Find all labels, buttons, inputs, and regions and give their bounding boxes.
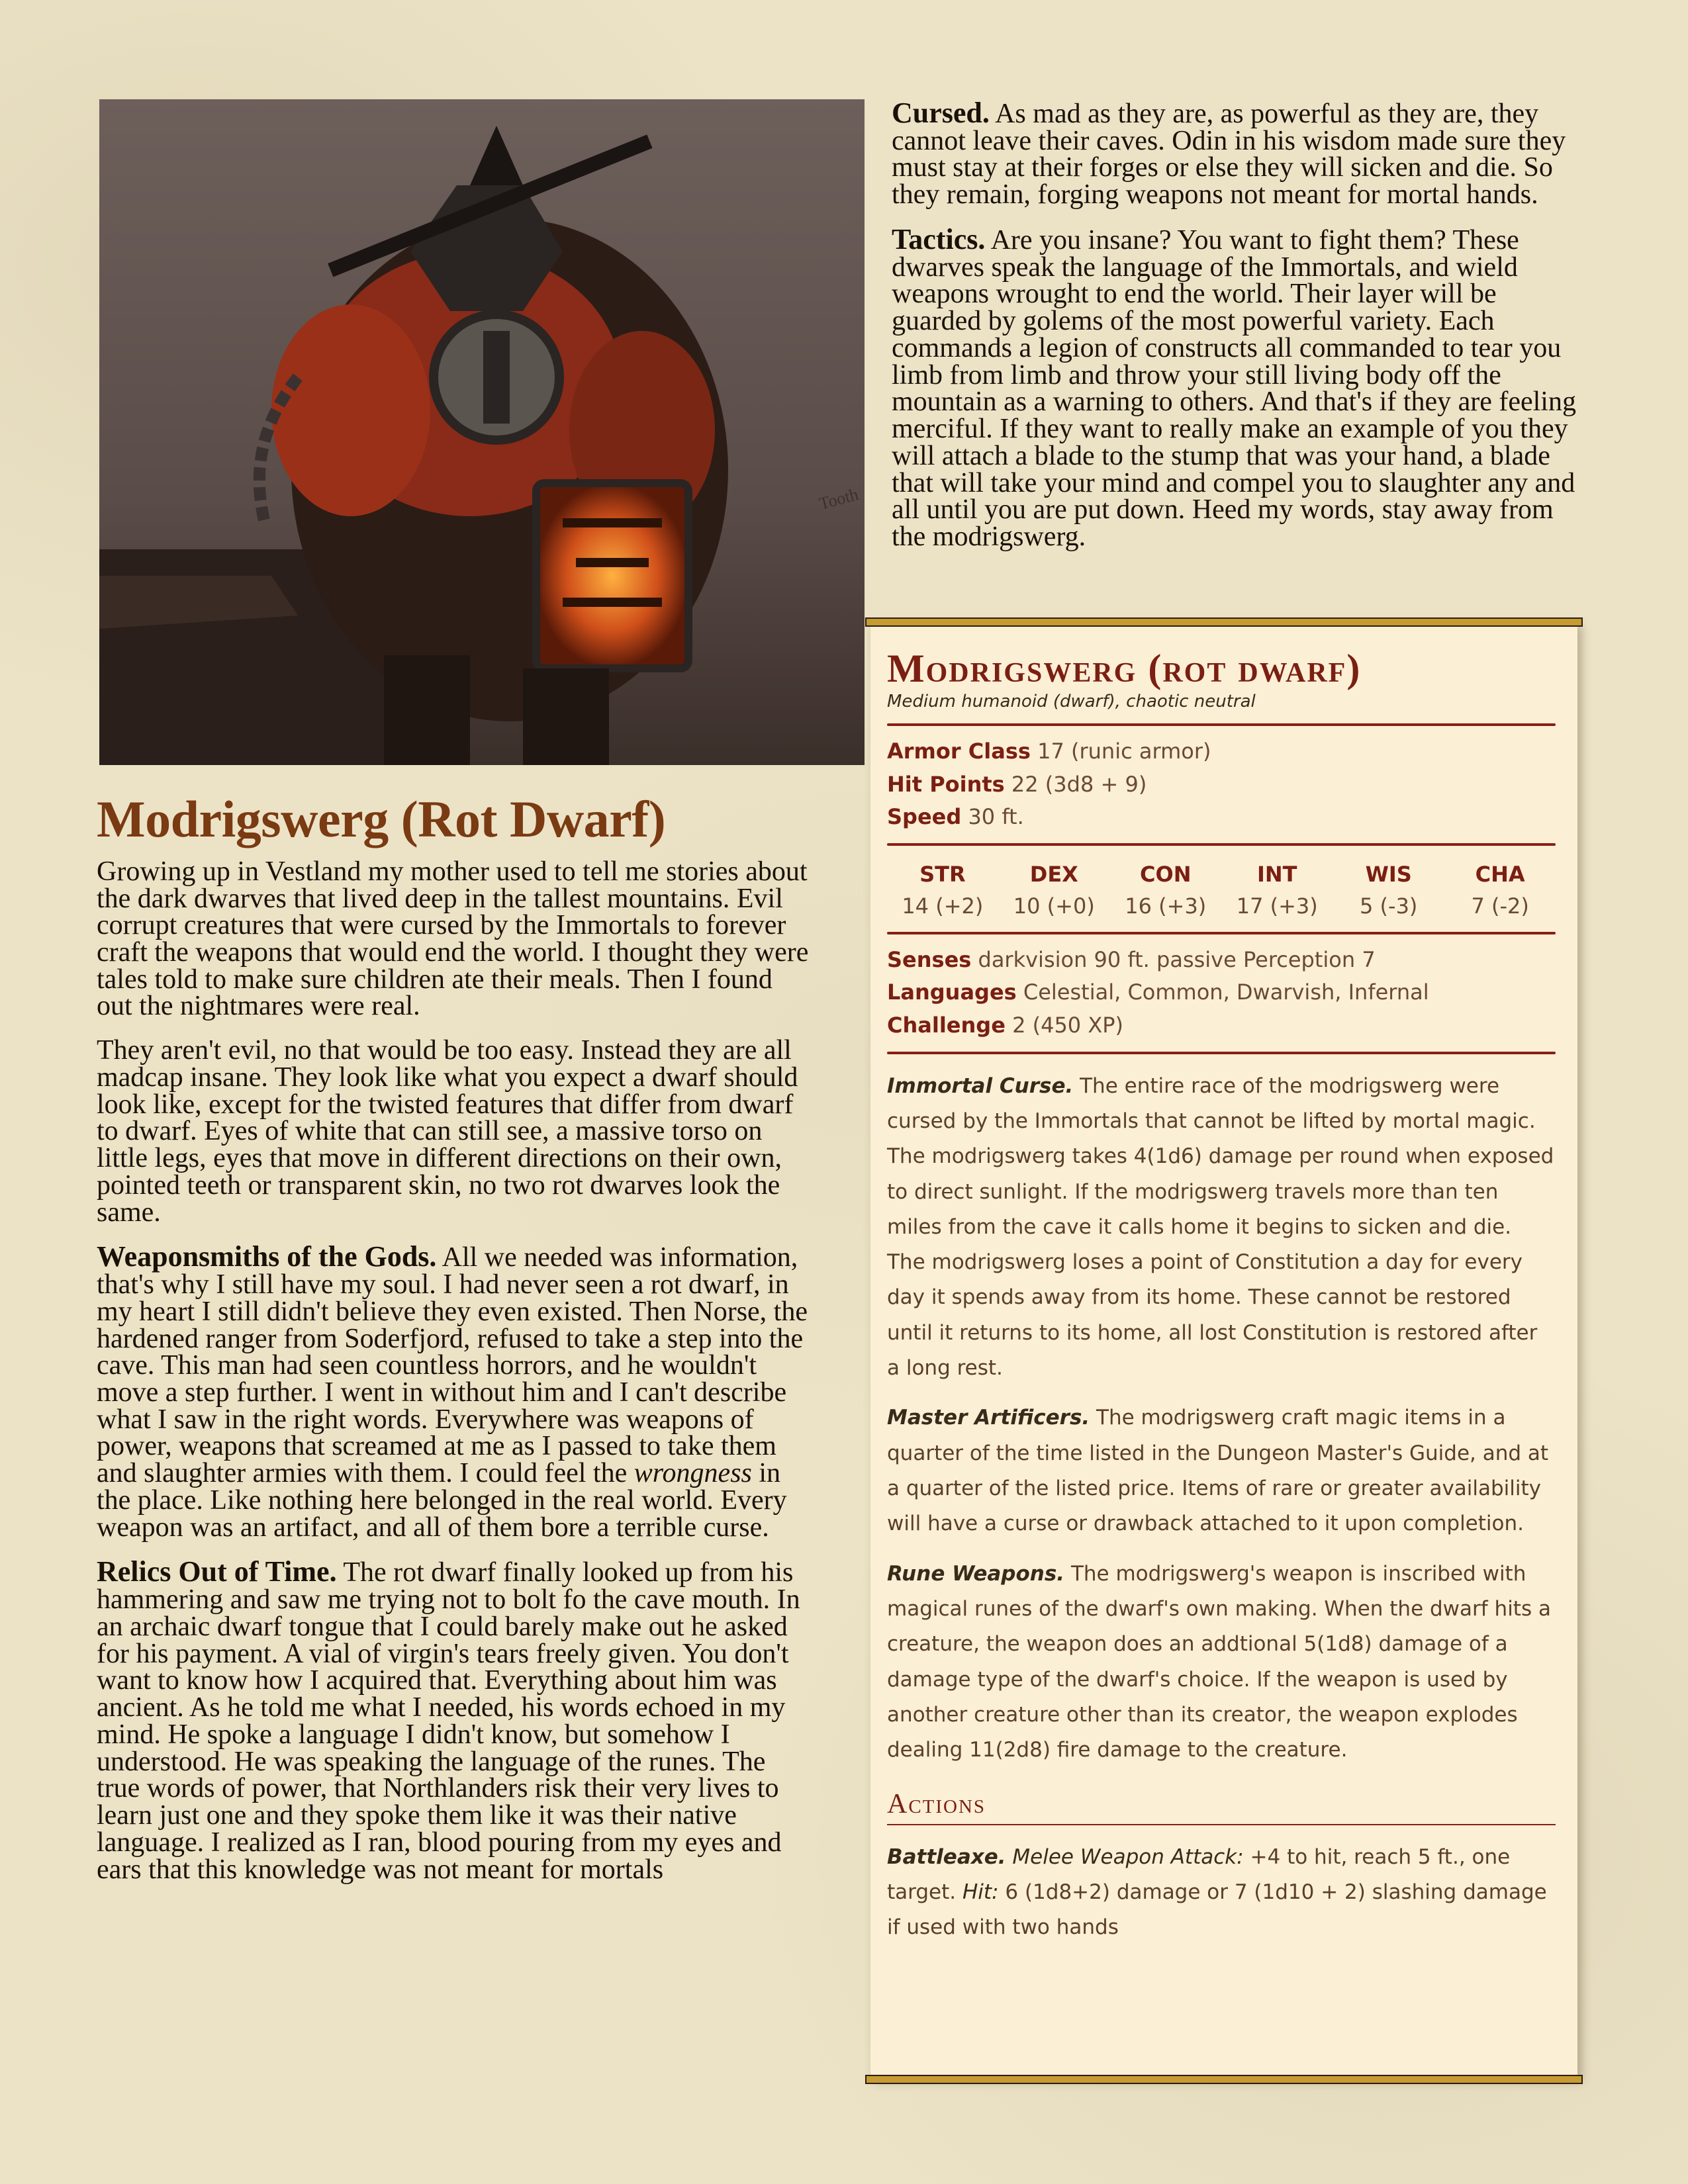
trait-name: Rune Weapons. <box>887 1561 1065 1586</box>
action-text-1: +4 to hit, reach 5 ft., one target. <box>887 1844 1511 1904</box>
paragraph-intro: Growing up in Vestland my mother used to tell me stories about the dark dwarves that lived deep in the tallest mountains. Evil corrupt creatures that were cursed by the Immortals to forever craft the weapons that would end the world. I thought they were tales told to make sure children ate their meals. Then I found out the nightmares were real. <box>97 856 809 1022</box>
paragraph-tactics <box>892 222 1590 553</box>
challenge-value: 2 (450 XP) <box>1012 1012 1124 1038</box>
challenge-label: Challenge <box>887 1012 1006 1038</box>
languages-label: Languages <box>887 979 1017 1005</box>
ability-score: 17 (+3) <box>1236 893 1318 919</box>
heading-tactics: Tactics. <box>892 222 986 255</box>
heading-weaponsmiths: Weaponsmiths of the Gods. <box>97 1240 437 1273</box>
trait-text: The entire race of the modrigswerg were cursed by the Immortals that cannot be lifted by mortal magic. The modrigswerg takes 4(1d6) damage per round when exposed to direct sunlight. If the modrigswerg travels more than ten miles from the cave it calls home it begins to sicken and die. The modrigswerg loses a point of Constitution a day for every day it spends away from its home. These cannot be restored until it returns to its home, all lost Constitution is restored after a long rest. <box>887 1073 1554 1381</box>
divider <box>887 1052 1556 1054</box>
cursed-text: As mad as they are, as powerful as they are, they cannot leave their caves. Odin in his wisdom made sure they must stay at their forges or else they will sicken and die. So they remain, forging weapons not meant for mortal hands. <box>892 99 1566 210</box>
paragraph-cursed <box>892 99 1590 208</box>
languages-value: Celestial, Common, Dwarvish, Infernal <box>1023 979 1429 1005</box>
weaponsmiths-text-b: in the place. Like nothing here belonged in the real world. Every weapon was an artifact, and all of them bore a terrible curse. <box>97 1458 787 1543</box>
ability-score: 14 (+2) <box>902 893 984 919</box>
dwarf-illustration <box>99 99 865 765</box>
ability-int <box>1221 862 1333 919</box>
ability-name: DEX <box>1029 861 1078 887</box>
stat-block <box>870 620 1577 2076</box>
ability-con <box>1110 862 1221 919</box>
weaponsmiths-text-a: All we needed was information, that's why I still have my soul. I had never seen a rot dwarf, in my heart I still didn't believe they even existed. Then Norse, the hardened ranger from Soderfjord, refused to take a step into the cave. This man had seen countless horrors, and he wouldn't move a step further. I went in without him and I can't describe what I saw in the right words. Everywhere was weapons of power, weapons that screamed at me as I passed to take them and slaughter armies with them. I could feel the <box>97 1242 808 1489</box>
speed <box>887 801 1556 834</box>
paragraph-weaponsmiths <box>97 1240 812 1543</box>
action-hit-label: Hit: <box>962 1880 999 1904</box>
trait-immortal-curse <box>887 1069 1556 1387</box>
action-type: Melee Weapon Attack: <box>1012 1844 1244 1869</box>
ability-name: CON <box>1140 861 1192 887</box>
ability-wis <box>1333 862 1444 919</box>
ability-name: INT <box>1256 861 1297 887</box>
challenge <box>887 1009 1556 1042</box>
stat-block-top-border <box>865 617 1583 627</box>
dwarf-artwork <box>99 99 865 765</box>
hit-points-value: 22 (3d8 + 9) <box>1011 771 1147 797</box>
monster-name: Modrigswerg (rot dwarf) <box>887 647 1362 690</box>
trait-master-artificers <box>887 1400 1556 1541</box>
action-battleaxe <box>887 1840 1556 1946</box>
ability-score: 10 (+0) <box>1013 893 1095 919</box>
speed-label: Speed <box>887 804 962 830</box>
paragraph-relics <box>97 1555 812 1885</box>
paragraph-appearance: They aren't evil, no that would be too easy. Instead they are all madcap insane. They look like what you expect a dwarf should look like, except for the twisted features that differ from dwarf to dwarf. Eyes of white that can still see, a massive torso on little legs, eyes that move in different directions on their own, pointed teeth or transparent skin, no two rot dwarves look the same. <box>97 1035 798 1228</box>
relics-text: The rot dwarf finally looked up from his hammering and saw me trying not to bolt fo the cave mouth. In an archaic dwarf tongue that I could barely make out he asked for his payment. A vial of virgin's tears freely given. You don't want to know how I acquired that. Everything about him was ancient. As he told me what I needed, his words echoed in my mind. He spoke a language I didn't know, but somehow I understood. He was speaking the language of the runes. The true words of power, that Northlanders risk their very lives to learn just one and they spoke them like it was their native language. I realized as I ran, blood pouring from my eyes and ears that this knowledge was not meant for mortals <box>97 1557 800 1885</box>
action-text-2: 6 (1d8+2) damage or 7 (1d10 + 2) slashing damage if used with two hands <box>887 1880 1547 1940</box>
ability-str <box>887 862 998 919</box>
trait-text: The modrigswerg's weapon is inscribed with magical runes of the dwarf's own making. When the dwarf hits a creature, the weapon does an addtional 5(1d8) damage of a damage type of the dwarf's choice. If the weapon is used by another creature other than its creator, the weapon explodes dealing 11(2d8) fire damage to the creature. <box>887 1561 1551 1762</box>
stat-block-bottom-border <box>865 2075 1583 2084</box>
senses-label: Senses <box>887 946 972 972</box>
languages <box>887 976 1556 1009</box>
monster-type: Medium humanoid (dwarf), chaotic neutral <box>887 692 1256 711</box>
divider <box>887 723 1556 726</box>
heading-cursed: Cursed. <box>892 97 990 129</box>
trait-text: The modrigswerg craft magic items in a quarter of the time listed in the Dungeon Master's Guide, and at a quarter of the listed price. Items of rare or greater availability will have a curse or drawback attached to it upon completion. <box>887 1406 1549 1536</box>
ability-dex <box>998 862 1109 919</box>
actions-divider <box>887 1824 1556 1825</box>
trait-name: Master Artificers. <box>887 1406 1090 1430</box>
right-column <box>892 99 1590 568</box>
ability-name: WIS <box>1365 861 1412 887</box>
ability-score: 7 (-2) <box>1471 893 1529 919</box>
trait-rune-weapons <box>887 1557 1556 1768</box>
tactics-text: Are you insane? You want to fight them? These dwarves speak the language of the Immortals, and wield weapons wrought to end the world. Their layer will be guarded by golems of the most powerful variety. Each commands a legion of constructs all commanded to tear you limb from limb and throw your still living body off the mountain as a warning to others. And that's if they are feeling merciful. If they want to really make an example of you they will attach a blade to the stump that was your hand, a blade that will take your mind and compel you to slaughter any and all until you are put down. Heed my words, stay away from the modrigswerg. <box>892 224 1576 553</box>
speed-value: 30 ft. <box>968 804 1024 830</box>
artist-signature: Tooth <box>817 484 861 514</box>
heading-relics: Relics Out of Time. <box>97 1555 337 1588</box>
hit-points <box>887 768 1556 801</box>
hit-points-label: Hit Points <box>887 771 1005 797</box>
ability-score: 16 (+3) <box>1125 893 1207 919</box>
ability-score: 5 (-3) <box>1360 893 1418 919</box>
ability-cha <box>1444 862 1556 919</box>
armor-class-label: Armor Class <box>887 739 1031 764</box>
ability-name: CHA <box>1475 861 1525 887</box>
wrongness-emphasis: wrongness <box>633 1458 752 1489</box>
trait-name: Immortal Curse. <box>887 1073 1074 1098</box>
senses-value: darkvision 90 ft. passive Perception 7 <box>978 946 1376 972</box>
ability-scores <box>887 855 1556 923</box>
page-title: Modrigswerg (Rot Dwarf) <box>97 790 666 848</box>
armor-class-value: 17 (runic armor) <box>1037 739 1211 764</box>
ability-name: STR <box>919 861 966 887</box>
stat-block-content <box>887 647 1556 1957</box>
armor-class <box>887 735 1556 768</box>
left-column <box>97 791 812 1900</box>
senses <box>887 944 1556 977</box>
actions-heading: Actions <box>887 1788 986 1819</box>
divider <box>887 932 1556 934</box>
divider <box>887 843 1556 846</box>
action-name: Battleaxe. <box>887 1844 1006 1869</box>
